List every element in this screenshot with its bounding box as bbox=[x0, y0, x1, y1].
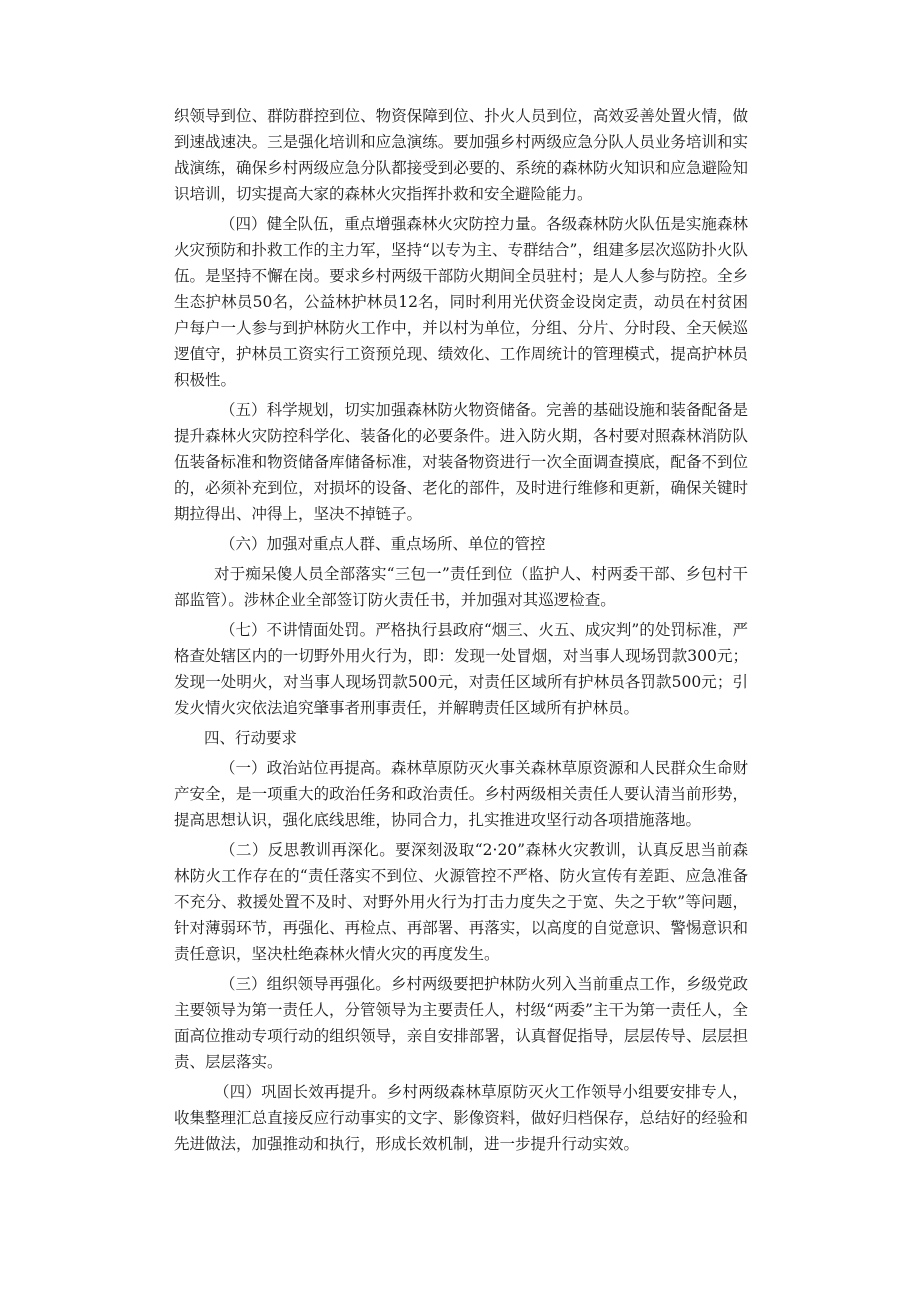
paragraph-item-6-body: 对于痴呆傻人员全部落实“三包一”责任到位（监护人、村两委干部、乡包村干部监管）。涉林企业全部签订防火责任书，并加强对其巡逻检查。 bbox=[174, 565, 748, 609]
paragraph-item-5-supplies: （五）科学规划，切实加强森林防火物资储备。完善的基础设施和装备配备是提升森林火灾防控科学化、装备化的必要条件。进入防火期，各村要对照森林消防队伍装备标准和物资储备库储备标准，对装备物资进行一次全面调查摸底，配备不到位的，必须补充到位，对损坏的设备、老化的部件，及时进行维修和更新，确保关键时期拉得出、冲得上，坚决不掉链子。 bbox=[174, 401, 748, 523]
paragraph-req-3-leadership: （三）组织领导再强化。乡村两级要把护林防火列入当前重点工作，乡级党政主要领导为第一责任人，分管领导为主要责任人，村级“两委”主干为第一责任人，全面高位推动专项行动的组织领导，亲自安排部署，认真督促指导，层层传导、层层担责、层层落实。 bbox=[174, 975, 748, 1071]
paragraph-item-4-team: （四）健全队伍，重点增强森林火灾防控力量。各级森林防火队伍是实施森林火灾预防和扑救工作的主力军，坚持“以专为主、专群结合”，组建多层次巡防扑火队伍。是坚持不懈在岗。要求乡村两级干部防火期间全员驻村；是人人参与防控。全乡生态护林员50名，公益林护林员12名，同时利用光伏资金设岗定责，动员在村贫困户每户一人参与到护林防火工作中，并以村为单位，分组、分片、分时段、全天候巡逻值守，护林员工资实行工资预兑现、绩效化、工作周统计的管理模式，提高护林员积极性。 bbox=[174, 215, 748, 389]
document-body bbox=[174, 103, 748, 1161]
paragraph-req-4-long-term: （四）巩固长效再提升。乡村两级森林草原防灭火工作领导小组要安排专人，收集整理汇总直接反应行动事实的文字、影像资料，做好归档保存，总结好的经验和先进做法，加强推动和执行，形成长效机制，进一步提升行动实效。 bbox=[174, 1083, 748, 1153]
section-heading-action-requirements: 四、行动要求 bbox=[204, 729, 298, 747]
paragraph-req-2-lessons: （二）反思教训再深化。要深刻汲取“2·20”森林火灾教训，认真反思当前森林防火工作存在的“责任落实不到位、火源管控不严格、防火宣传有差距、应急准备不充分、救援处置不及时、对野外用火行为打击力度失之于宽、失之于软”等问题，针对薄弱环节，再强化、再检点、再部署、再落实，以高度的自觉意识、警惕意识和责任意识，坚决杜绝森林火情火灾的再度发生。 bbox=[174, 841, 748, 963]
paragraph-item-7-penalty: （七）不讲情面处罚。严格执行县政府“烟三、火五、成灾判”的处罚标准，严格查处辖区内的一切野外用火行为，即：发现一处冒烟，对当事人现场罚款300元；发现一处明火，对当事人现场罚款500元，对责任区域所有护林员各罚款500元；引发火情火灾依法追究肇事者刑事责任，并解聘责任区域所有护林员。 bbox=[174, 621, 748, 717]
paragraph-item-6-heading: （六）加强对重点人群、重点场所、单位的管控 bbox=[220, 535, 546, 553]
paragraph-continued: 织领导到位、群防群控到位、物资保障到位、扑火人员到位，高效妥善处置火情，做到速战速决。三是强化培训和应急演练。要加强乡村两级应急分队人员业务培训和实战演练，确保乡村两级应急分队都接受到必要的、系统的森林防火知识和应急避险知识培训，切实提高大家的森林火灾指挥扑救和安全避险能力。 bbox=[174, 107, 748, 203]
paragraph-req-1-political: （一）政治站位再提高。森林草原防灭火事关森林草原资源和人民群众生命财产安全，是一项重大的政治任务和政治责任。乡村两级相关责任人要认清当前形势，提高思想认识，强化底线思维，协同合力，扎实推进攻坚行动各项措施落地。 bbox=[174, 759, 748, 829]
